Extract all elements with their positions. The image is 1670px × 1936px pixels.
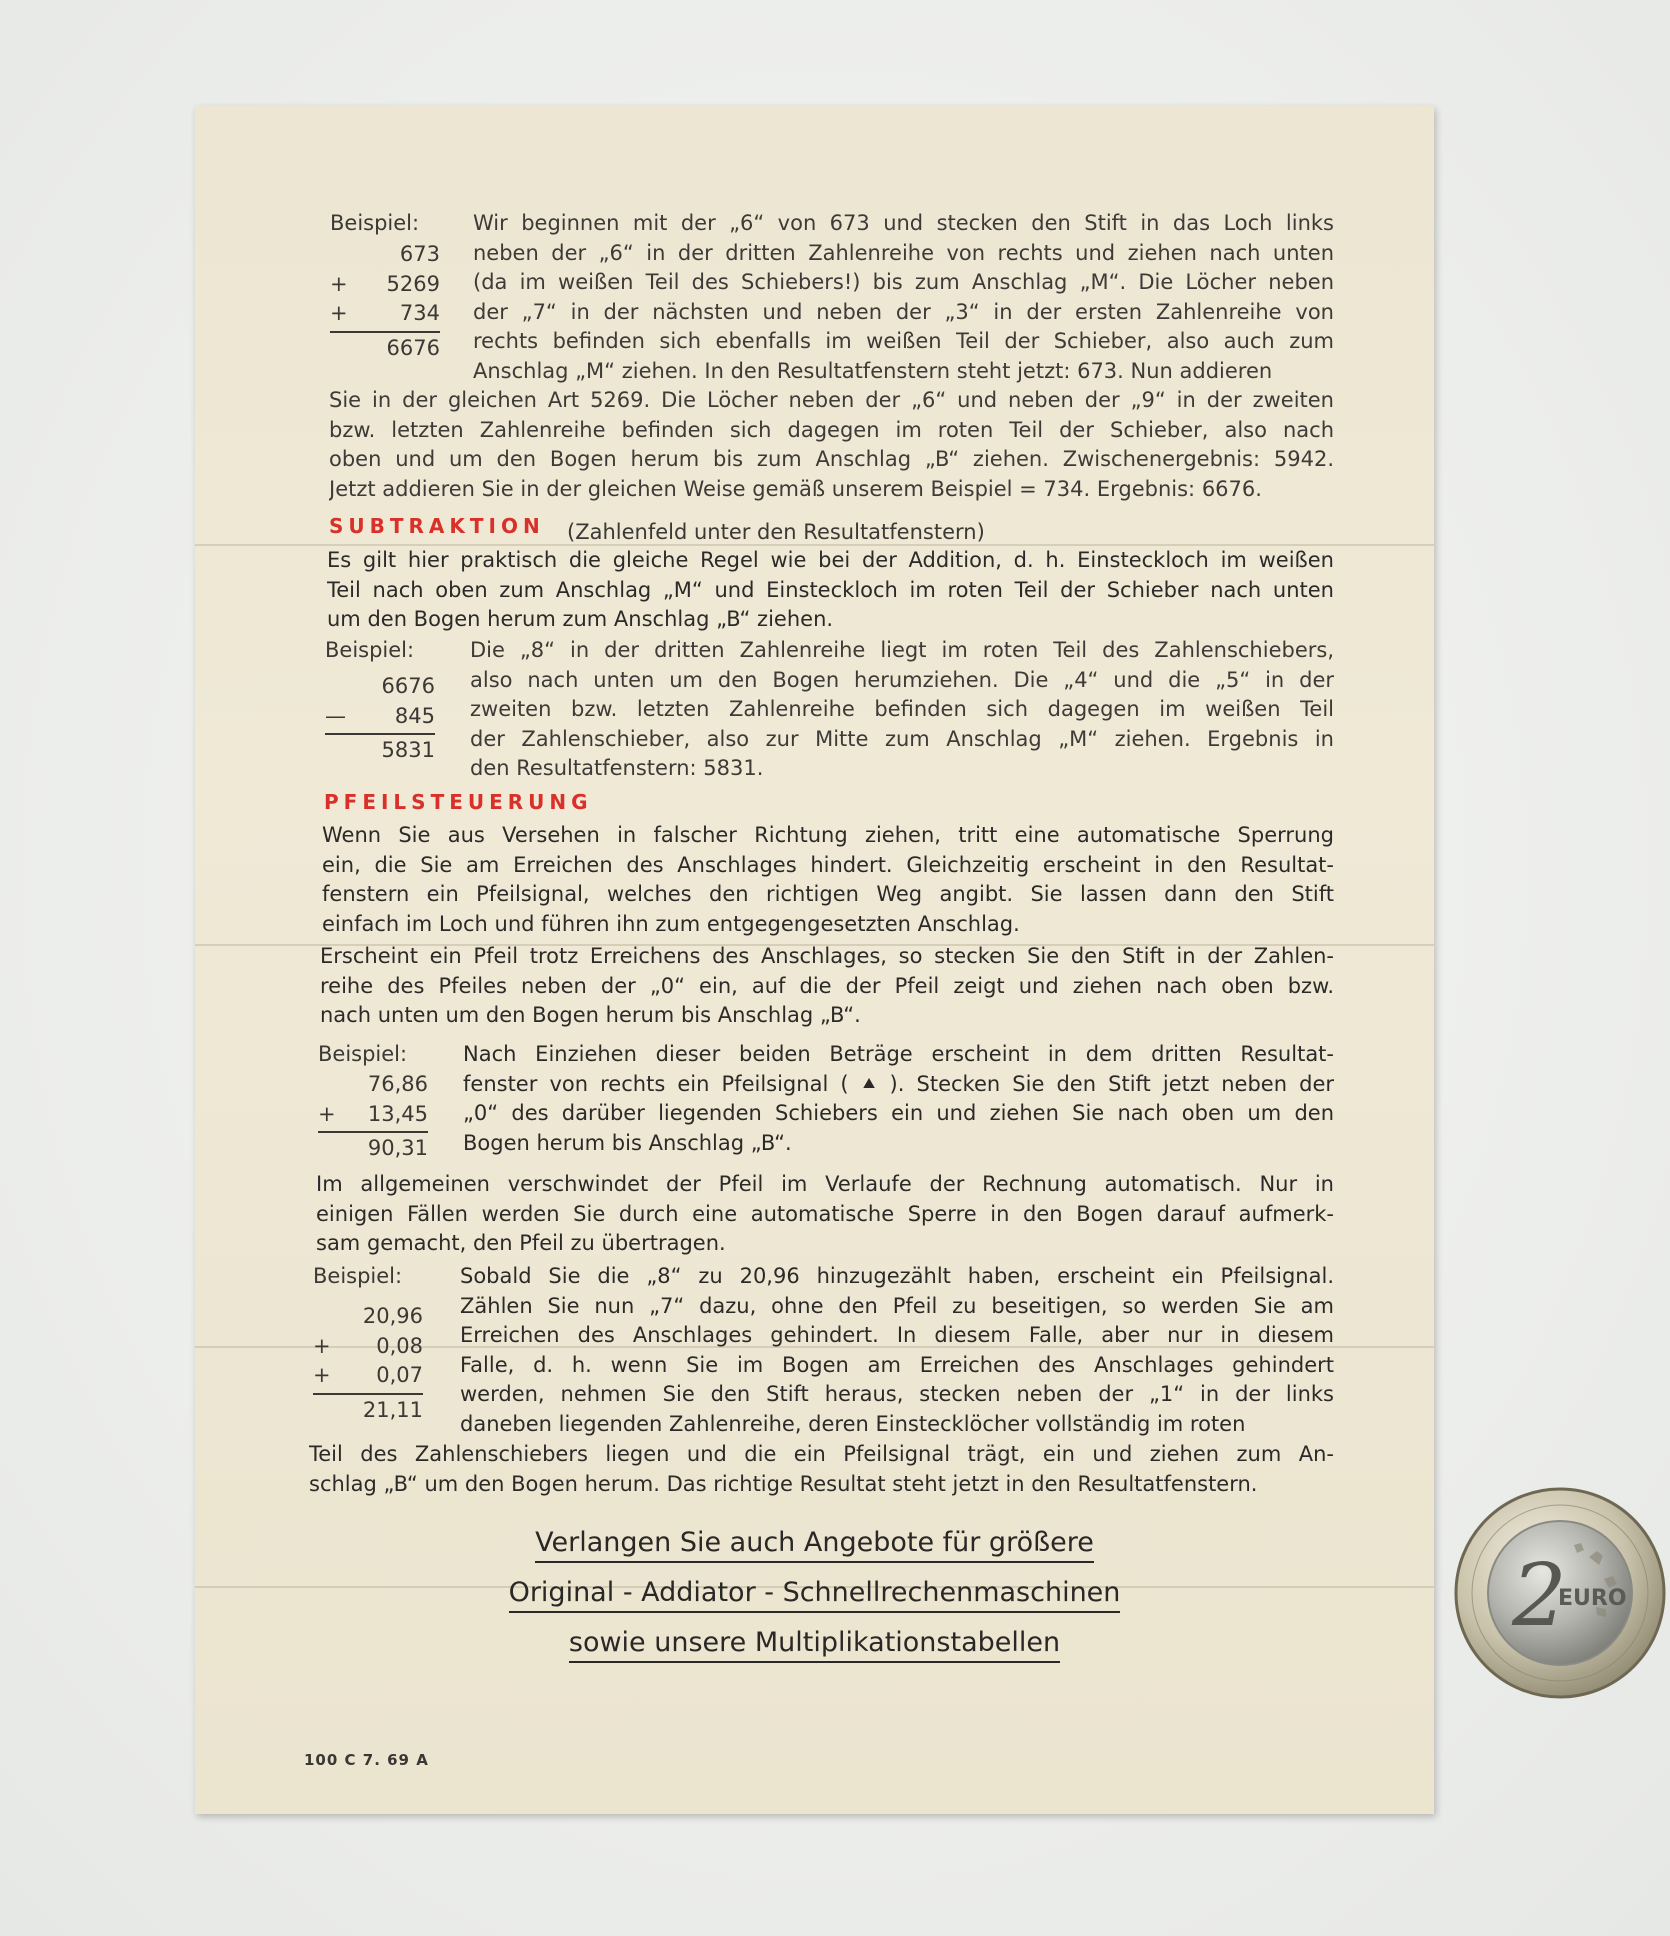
sum-row [330, 299, 440, 329]
text-line: Falle, d. h. wenn Sie im Bogen am Erreichen des Anschlages gehindert [460, 1352, 1334, 1377]
sum-value: 0,07 [376, 1363, 423, 1387]
text-line: schlag „B“ um den Bogen herum. Das richtige Resultat steht jetzt in den Resultatfenstern. [309, 1471, 1258, 1496]
text-line: nach unten um den Bogen herum bis Anschlag „B“. [320, 1003, 861, 1027]
example1-text [473, 209, 1334, 386]
pfeilsteuerung-paragraph-2 [320, 942, 1334, 1031]
sum-row [313, 1332, 423, 1362]
sum-row [325, 672, 435, 702]
text-line: der Zahlenschieber, also zur Mitte zum Anschlag „M“ ziehen. Ergebnis in [470, 726, 1334, 751]
pfeil-example-label: Beispiel: [318, 1042, 408, 1066]
sum-row [318, 1070, 428, 1100]
text-line: einfach im Loch und führen ihn zum entgegengesetzten Anschlag. [322, 911, 1020, 936]
subtraktion-heading: SUBTRAKTION [329, 514, 545, 538]
text-line: sam gemacht, den Pfeil zu übertragen. [316, 1231, 726, 1255]
text-line: Zählen Sie nun „7“ dazu, ohne den Pfeil zu beseitigen, so werden Sie am [460, 1293, 1334, 1318]
coin-value: 2 [1512, 1546, 1567, 1646]
promo-line-3: sowie unsere Multiplikationstabellen [195, 1627, 1434, 1663]
sum-value: 734 [399, 301, 440, 325]
sum-value: 20,96 [362, 1304, 423, 1328]
sum-row [313, 1302, 423, 1332]
pfeil-example2-label: Beispiel: [313, 1264, 403, 1288]
sum-rule [313, 1393, 423, 1395]
print-code: 100 C 7. 69 A [304, 1751, 429, 1769]
text-line: daneben liegenden Zahlenreihe, deren Einstecklöcher vollständig im roten [460, 1411, 1246, 1436]
sum-value: 5269 [386, 271, 440, 296]
sum-row [325, 702, 435, 732]
text-line: den Resultatfenstern: 5831. [470, 756, 764, 780]
coin-image [1454, 1487, 1666, 1699]
text-line: rechts befinden sich ebenfalls im weißen Teil der Schieber, also auch zum [473, 329, 1334, 353]
sum-sign [318, 1134, 340, 1164]
subtraktion-example-text [470, 636, 1334, 784]
subtraktion-intro [327, 546, 1334, 635]
text-line: Erreichen des Anschlages gehindert. In diesem Falle, aber nur in diesem [460, 1323, 1334, 1347]
text-line: Die „8“ in der dritten Zahlenreihe liegt im roten Teil des Zahlenschiebers, [470, 638, 1334, 662]
pfeil-example2-text [460, 1262, 1334, 1439]
sum-value: 0,08 [376, 1333, 423, 1358]
text-line: Wenn Sie aus Versehen in falscher Richtung ziehen, tritt eine automatische Sperrung [322, 823, 1334, 847]
text-line: Erscheint ein Pfeil trotz Erreichens des Anschlages, so stecken Sie den Stift in der Zahlen- [320, 944, 1334, 968]
text-line: also nach unten um den Bogen herumziehen. Die „4“ und die „5“ in der [470, 667, 1334, 692]
text-line: reihe des Pfeiles neben der „0“ ein, auf die der Pfeil zeigt und ziehen nach oben bzw. [320, 973, 1334, 998]
example1-label: Beispiel: [330, 211, 420, 235]
sum-value: 13,45 [367, 1101, 428, 1126]
sum-value: 673 [399, 242, 440, 266]
pfeilsteuerung-paragraph-3 [316, 1170, 1334, 1259]
text-line: Bogen herum bis Anschlag „B“. [463, 1130, 792, 1155]
pfeilsteuerung-paragraph-1 [322, 821, 1334, 939]
sum-sign [330, 240, 352, 270]
sum-sign [330, 334, 352, 364]
promo-line-1: Verlangen Sie auch Angebote für größere [195, 1527, 1434, 1563]
pfeil-example-sum [318, 1070, 428, 1164]
subtraktion-example-label: Beispiel: [325, 638, 415, 662]
sum-value: 845 [394, 703, 435, 728]
sum-sign: — [325, 703, 346, 728]
subtraktion-example-sum [325, 672, 435, 766]
example1-sum [330, 240, 440, 363]
text-line: Jetzt addieren Sie in der gleichen Weise gemäß unserem Beispiel = 734. Ergebnis: 6676. [329, 476, 1262, 501]
sum-sign [318, 1070, 340, 1100]
pfeil-example-text [463, 1040, 1334, 1158]
text-line: einigen Fällen werden Sie durch eine automatische Sperre in den Bogen darauf aufmerk- [316, 1201, 1334, 1226]
text-line: neben der „6“ in der dritten Zahlenreihe von rechts und ziehen nach unten [473, 240, 1334, 265]
text-line: Nach Einziehen dieser beiden Beträge erscheint in dem dritten Resultat- [463, 1042, 1334, 1066]
sum-row [330, 240, 440, 270]
text-line: oben und um den Bogen herum bis zum Anschlag „B“ ziehen. Zwischenergebnis: 5942. [329, 447, 1334, 471]
instruction-sheet [195, 106, 1434, 1814]
example1-text-continued [329, 386, 1334, 504]
sum-sign: + [313, 1363, 331, 1387]
text-line: fenstern ein Pfeilsignal, welches den richtigen Weg angibt. Sie lassen dann den Stift [322, 882, 1334, 906]
text-line: ein, die Sie am Erreichen des Anschlages hindert. Gleichzeitig erscheint in den Resultat- [322, 852, 1334, 877]
sum-value: 6676 [381, 674, 435, 698]
text-line: um den Bogen herum zum Anschlag „B“ ziehen. [327, 607, 834, 631]
sum-rule [318, 1131, 428, 1133]
text-line: zweiten bzw. letzten Zahlenreihe befinden sich dagegen im weißen Teil [470, 697, 1334, 721]
sum-value: 5831 [381, 738, 435, 762]
sum-sign: + [330, 301, 348, 325]
coin-label: EURO [1558, 1586, 1627, 1611]
sum-result [318, 1134, 428, 1164]
text-line: fenster von rechts ein Pfeilsignal ( ⯅ ). Stecken Sie den Stift jetzt neben der [463, 1071, 1334, 1096]
subtraktion-note: (Zahlenfeld unter den Resultatfenstern) [567, 520, 985, 544]
sum-value: 76,86 [367, 1072, 428, 1096]
sum-value: 90,31 [367, 1136, 428, 1160]
sum-sign: + [330, 271, 348, 296]
sum-value: 6676 [386, 335, 440, 360]
sum-result [330, 334, 440, 364]
text-line: werden, nehmen Sie den Stift heraus, stecken neben der „1“ in der links [460, 1382, 1334, 1406]
sum-row [313, 1361, 423, 1391]
pfeil-example2-sum [313, 1302, 423, 1425]
sum-sign [325, 736, 347, 766]
text-line: bzw. letzten Zahlenreihe befinden sich dagegen im roten Teil der Schieber, also nach [329, 417, 1334, 442]
sum-row [318, 1100, 428, 1130]
sum-result [325, 736, 435, 766]
text-line: Teil nach oben zum Anschlag „M“ und Einsteckloch im roten Teil der Schieber nach unten [327, 577, 1334, 602]
promo-line-2: Original - Addiator - Schnellrechenmaschinen [195, 1577, 1434, 1613]
text-line: Teil des Zahlenschiebers liegen und die ein Pfeilsignal trägt, ein und ziehen zum An- [309, 1442, 1334, 1466]
pfeilsteuerung-heading: PFEILSTEUERUNG [324, 790, 593, 814]
text-line: Im allgemeinen verschwindet der Pfeil im Verlaufe der Rechnung automatisch. Nur in [316, 1172, 1334, 1196]
text-line: Sobald Sie die „8“ zu 20,96 hinzugezählt haben, erscheint ein Pfeilsignal. [460, 1264, 1334, 1288]
text-line: (da im weißen Teil des Schiebers!) bis zum Anschlag „M“. Die Löcher neben [473, 270, 1334, 294]
pfeil-example2-text-continued [309, 1440, 1334, 1499]
text-line: Anschlag „M“ ziehen. In den Resultatfenstern steht jetzt: 673. Nun addieren [473, 358, 1273, 383]
sum-sign: + [318, 1101, 336, 1126]
text-line: der „7“ in der nächsten und neben der „3“ in der ersten Zahlenreihe von [473, 299, 1334, 324]
text-line: Sie in der gleichen Art 5269. Die Löcher neben der „6“ und neben der „9“ in der zweiten [329, 388, 1334, 412]
sum-value: 21,11 [362, 1397, 423, 1422]
sum-sign [313, 1396, 335, 1426]
text-line: „0“ des darüber liegenden Schiebers ein und ziehen Sie nach oben um den [463, 1101, 1334, 1125]
sum-sign [313, 1302, 335, 1332]
sum-result [313, 1396, 423, 1426]
sum-row [330, 270, 440, 300]
sum-sign [325, 672, 347, 702]
text-line: Wir beginnen mit der „6“ von 673 und stecken den Stift in das Loch links [473, 211, 1334, 235]
sum-rule [330, 331, 440, 333]
sum-rule [325, 733, 435, 735]
sum-sign: + [313, 1333, 331, 1358]
text-line: Es gilt hier praktisch die gleiche Regel wie bei der Addition, d. h. Einsteckloch im weißen [327, 548, 1334, 572]
